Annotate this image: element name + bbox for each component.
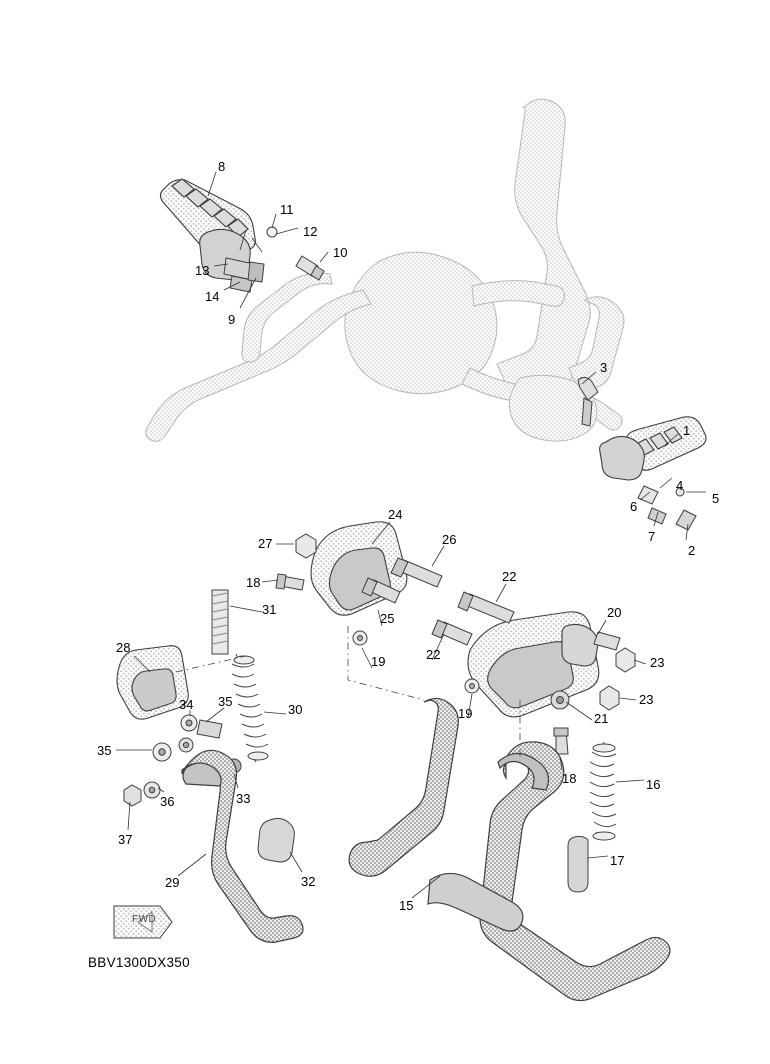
callout-6: 6	[630, 499, 638, 514]
part-18-bolt-right	[554, 728, 568, 754]
callout-12: 12	[303, 224, 318, 239]
callout-37: 37	[118, 832, 133, 847]
callout-32: 32	[301, 874, 316, 889]
callout-7: 7	[648, 529, 656, 544]
part-16-spring	[590, 742, 616, 840]
callout-5: 5	[712, 491, 720, 506]
callout-1: 1	[683, 423, 691, 438]
callout-22-upper: 22	[502, 569, 517, 584]
callout-35-upper: 35	[218, 694, 233, 709]
part-27-nut	[296, 534, 316, 558]
callout-21: 21	[594, 711, 609, 726]
callout-36: 36	[160, 794, 175, 809]
callout-28: 28	[116, 640, 131, 655]
callout-27: 27	[258, 536, 273, 551]
part-19-washer-right	[465, 679, 479, 693]
part-32-rubber	[258, 818, 294, 862]
part-4-5-6-7-2-fasteners	[638, 486, 696, 530]
callout-17: 17	[610, 853, 625, 868]
part-28-bracket	[117, 646, 188, 719]
callout-2: 2	[688, 543, 696, 558]
callout-26: 26	[442, 532, 457, 547]
callout-11: 11	[280, 202, 294, 217]
callout-4: 4	[676, 478, 684, 493]
part-17-rubber	[568, 836, 588, 892]
callout-10: 10	[333, 245, 348, 260]
callout-35-lower: 35	[97, 743, 112, 758]
part-18-bolt-left	[276, 574, 304, 590]
part-30-spring	[232, 654, 268, 762]
callout-19-left: 19	[371, 654, 386, 669]
part-21-bracket	[468, 612, 599, 717]
part-15-main-stand	[349, 698, 670, 1000]
callout-16: 16	[646, 777, 661, 792]
callout-29: 29	[165, 875, 180, 890]
callout-31: 31	[262, 602, 277, 617]
part-code-label: BBV1300DX350	[88, 955, 190, 970]
callout-25: 25	[380, 611, 395, 626]
callout-8: 8	[218, 159, 226, 174]
fwd-label: FWD	[132, 914, 157, 925]
callout-15: 15	[399, 898, 414, 913]
callout-19-right: 19	[458, 706, 473, 721]
callout-23-upper: 23	[650, 655, 665, 670]
callout-13: 13	[195, 263, 210, 278]
part-19-washers-left	[353, 631, 367, 645]
callout-24: 24	[388, 507, 403, 522]
callout-33: 33	[236, 791, 251, 806]
callout-23-lower: 23	[639, 692, 654, 707]
callout-18-left: 18	[246, 575, 261, 590]
callout-30: 30	[288, 702, 303, 717]
callout-20: 20	[607, 605, 622, 620]
callout-3: 3	[600, 360, 608, 375]
part-12-clip	[267, 227, 277, 237]
callout-34: 34	[179, 697, 194, 712]
callout-18-right: 18	[562, 771, 577, 786]
callout-14: 14	[205, 289, 220, 304]
callout-9: 9	[228, 312, 236, 327]
callout-22-lower: 22	[426, 647, 441, 662]
part-31-spring	[212, 590, 228, 654]
